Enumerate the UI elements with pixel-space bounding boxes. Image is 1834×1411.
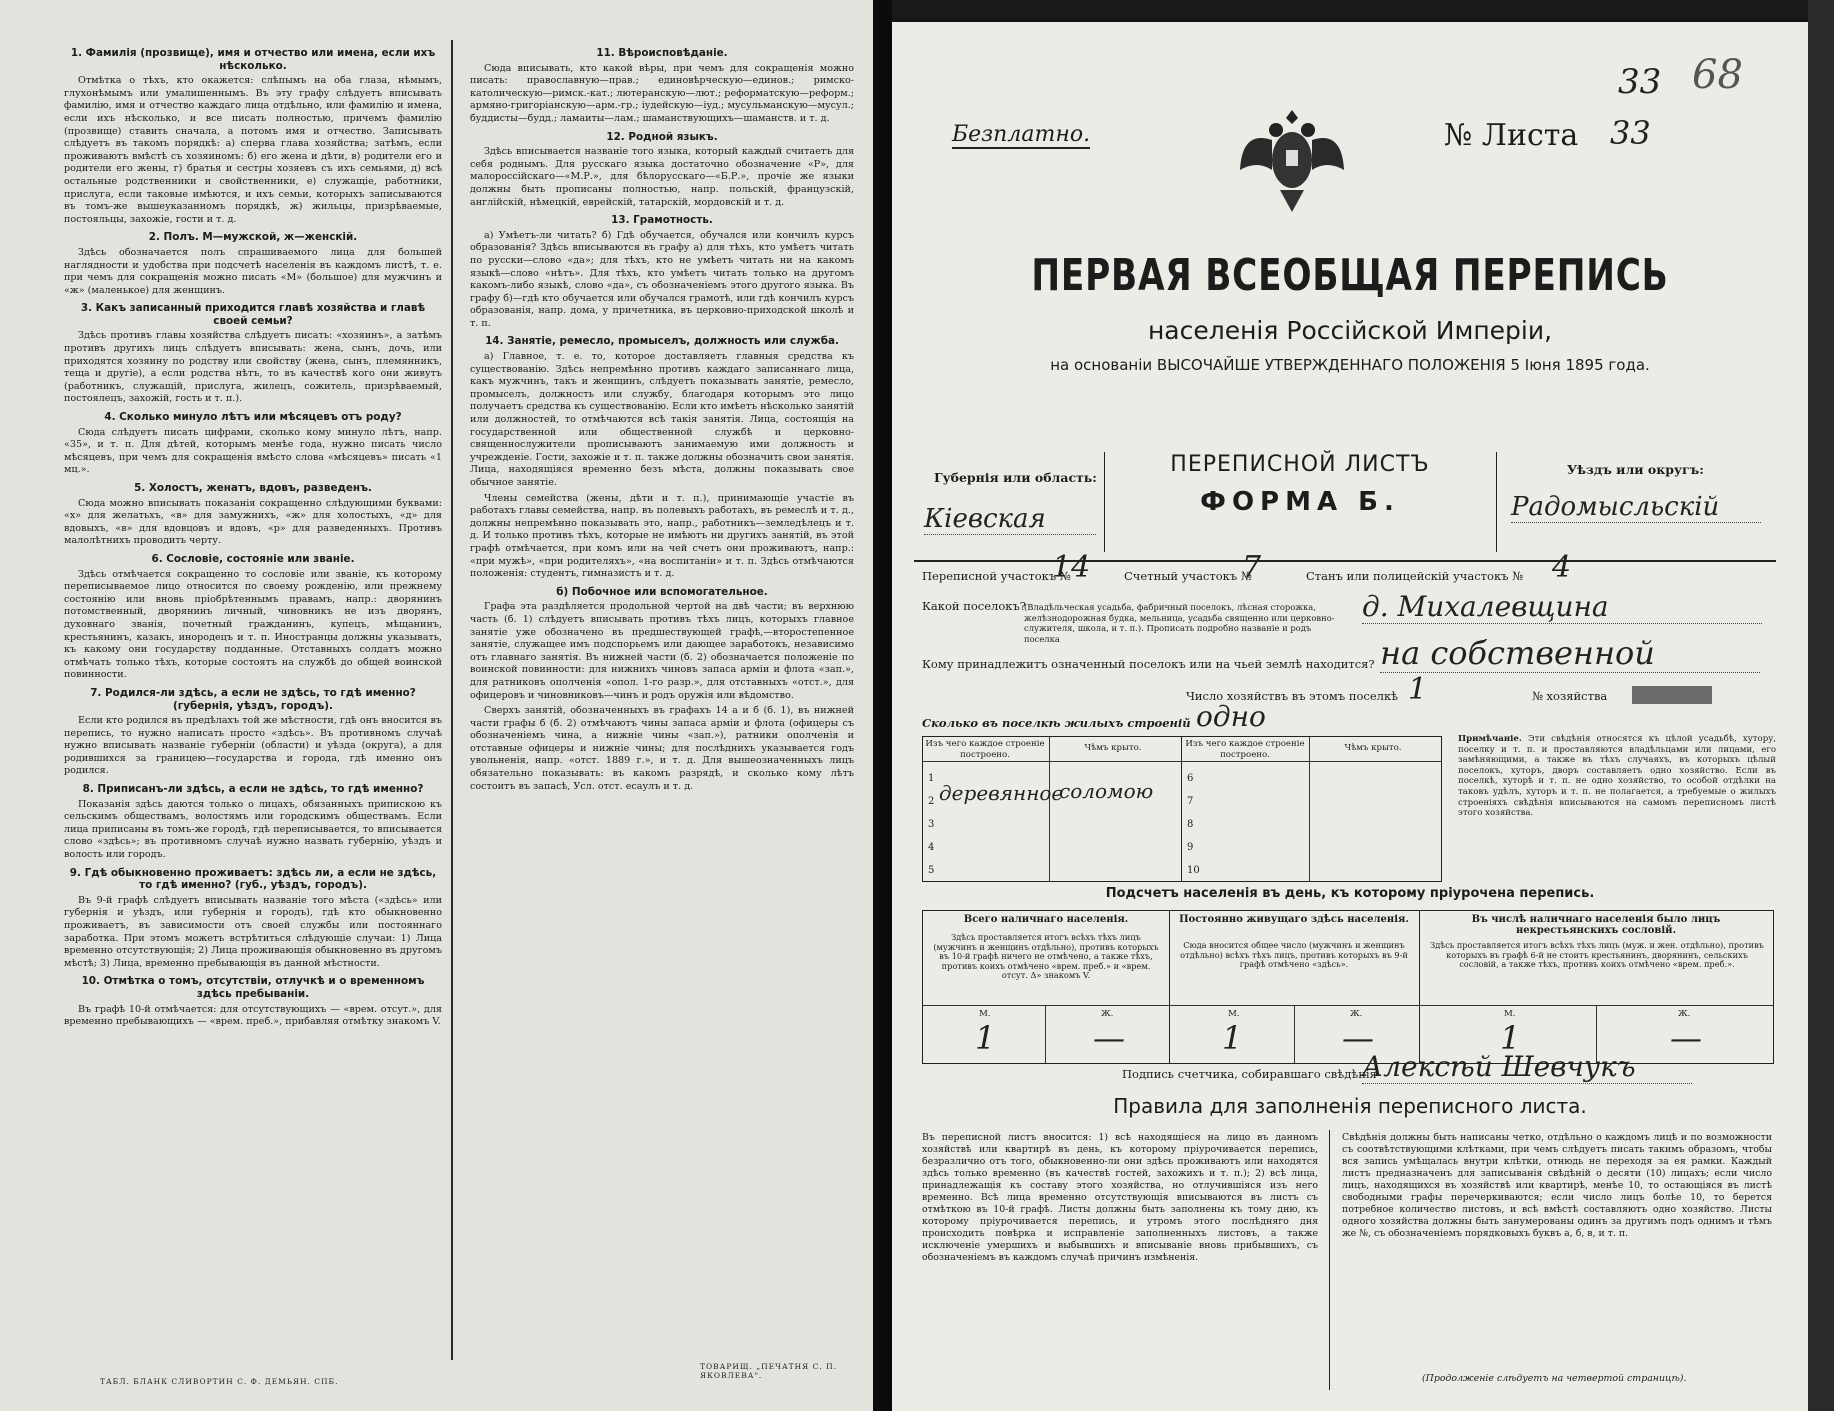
census-subtitle: населенія Россійской Имперіи, [1147,316,1553,345]
instruction-text: Сюда можно вписывать показанія сокращенно слѣдующими буквами: «х» для желатьхъ, «в» для замужнихъ, «ж» для холостыхъ, «д» для вдовыхъ, «в» для вдовцовъ и вдовъ, «р» для разведенныхъ. Противъ малолѣтнихъ проводить черту. [64,497,442,547]
buildings-col-roof-2: Чѣмъ крыто. [1344,743,1402,753]
rules-divider [1329,1130,1330,1390]
form-header [914,442,1776,560]
instruction-6 [64,553,442,682]
female-count: — [1093,1019,1125,1057]
female-count: — [1670,1019,1702,1057]
census-district-label: Переписной участокъ № [922,569,1071,583]
male-label: М. [1228,1009,1240,1019]
female-label: Ж. [1350,1009,1363,1019]
buildings-rows-left [928,767,934,882]
gubernia-box [914,452,1105,552]
instruction-2 [64,231,442,297]
male-count: 1 [975,1019,996,1057]
instruction-text: Члены семейства (жены, дѣти и т. п.), принимающіе участіе въ работахъ главы семейства, напр. въ полевыхъ работахъ, въ ремеслѣ и т. д., должны непремѣнно показывать это, напр., работникъ—земледѣлецъ и т. д. И только противъ тѣхъ, которые не имѣютъ ни другихъ занятій, въ этой графѣ отмѣчается, при комъ или на чей счетъ они проживаютъ, напр.: «при мужѣ», «при родителяхъ», «на воспитаніи» и т. п. Здѣсь отмѣчаются положенія: студентъ, гимназистъ и т. д. [470,492,854,580]
owner-value: на собственной [1380,634,1760,673]
row-number: 5 [928,865,935,876]
row-number: 3 [928,819,935,830]
row-number: 6 [1187,773,1194,784]
signature-value: Алексѣй Шевчукъ [1362,1050,1692,1084]
census-district-value: 14 [1052,550,1091,585]
row-number: 9 [1187,842,1194,853]
instruction-14-cont [470,493,854,581]
instruction-12 [470,131,854,210]
instruction-text: Здѣсь отмѣчается сокращенно то сословіе или званіе, къ которому переписываемое лицо относится по своему рожденію, или прежнему состоянію или вновь пріобрѣтеннымъ правамъ, напр.: дворянинъ потомственный, дворянинъ личный, чиновникъ не изъ дворянъ, духовнаго званія, почетный гражданинъ, купецъ, мѣщанинъ, крестьянинъ, казакъ, инородецъ и т. п. Иностранцы должны указывать, къ какому они государству подданные. Отставныхъ солдатъ можно отмѣчать только тѣхъ, которые состоятъ на службѣ до общей воинской повинности. [64,568,442,681]
instruction-heading: 13. Грамотность. [611,214,713,227]
buildings-table [922,736,1442,882]
summary-resident-population [1170,911,1419,1063]
instruction-heading: 6. Сословіе, состояніе или званіе. [151,552,355,565]
summary-desc: Сюда вносится общее число (мужчинъ и женщинъ отдѣльно) всѣхъ тѣхъ лицъ, противъ которыхъ въ 9-й графѣ отмѣчено «здѣсь». [1180,940,1408,970]
table-divider [1181,737,1182,881]
page-stack-edge [1808,0,1834,1411]
header-rule [914,560,1776,562]
summary-table [922,910,1774,1064]
instruction-text: Въ графѣ 10-й отмѣчается: для отсутствующихъ — «врем. отсут.», для временно пребывающихъ — «врем. преб.», прибавляя отмѣтку знакомъ V. [64,1003,442,1028]
rules-column-1: Въ переписной листъ вносится: 1) всѣ находящіеся на лицо въ данномъ хозяйствѣ или квартирѣ въ день, къ которому пріурочивается перепись, безразлично отъ того, обыкновенно-ли они здѣсь проживаютъ или находятся здѣсь только временно (въ качествѣ гостей, захожихъ и т. п.); 2) всѣ лица, принадлежащія къ составу этого хозяйства, но отлучившіяся изъ него временно. Всѣ лица временно отсутствующія вписываются въ листъ съ отмѣткою въ 10-й графѣ. Листы должны быть заполнены къ тому дню, къ которому пріурочивается перепись, и утромъ этого послѣдняго дня происходить повѣрка и исправленіе заполненныхъ листовъ, а также исключеніе умершихъ и выбывшихъ и вписываніе вновь прибывшихъ, съ обозначеніемъ въ каждомъ случаѣ причинъ измѣненія. [922,1132,1318,1263]
summary-present-population [923,911,1169,1063]
summary-rule [1294,1005,1295,1063]
instruction-heading: 14. Занятіе, ремесло, промыселъ, должность или служба. [485,335,839,348]
female-count: — [1342,1019,1374,1057]
female-label: Ж. [1678,1009,1691,1019]
gubernia-label: Губернія или область: [934,470,1097,485]
book-gutter [873,0,892,1411]
instruction-heading: 12. Родной языкъ. [606,130,718,143]
printer-footer-left: ТАБЛ. БЛАНК СЛИВОРТИН С. Ф. ДЕМЬЯН. СПБ. [100,1377,339,1386]
form-title-2: ФОРМА Б. [1200,487,1400,517]
instruction-text: Отмѣтка о тѣхъ, кто окажется: слѣпымъ на оба глаза, нѣмымъ, глухонѣмымъ или умалишеннымъ. Въ эту графу слѣдуетъ вписывать фамилію, имя и отчество каждаго лица отдѣльно, или фамилію и имена, если ихъ нѣсколько, и все писать полностью, причемъ фамилію (прозвище) ставить сначала, а потомъ имя и отчество. Записывать слѣдуетъ въ такомъ порядкѣ: а) сперва глава хозяйства; затѣмъ, если проживаютъ вмѣстѣ съ хозяиномъ: б) его жена и дѣти, в) родители его и родители его жены, г) братья и сестры хозяевъ съ ихъ семьями, д) всѣ остальные родственники и свойственники, е) служащіе, работники, прислуга, если таковые имѣются, и ихъ семьи, которыхъ записываются въ томъ-же вышеуказанномъ порядкѣ, ж) жильцы, призрѣваемые, постояльцы, захожіе, гости и т. д. [64,75,442,225]
instruction-5 [64,482,442,548]
stan-label: Станъ или полицейскій участокъ № [1306,569,1523,583]
summary-desc: Здѣсь проставляется итогъ всѣхъ тѣхъ лицъ (мужчинъ и женщинъ отдѣльно), противъ которыхъ въ 10-й графѣ ничего не отмѣчено, а также тѣхъ, противъ коихъ отмѣчено «врем. преб.» и «врем. отсут. Δ» знакомъ V. [933,932,1159,981]
sheet-number-label: № Листа [1444,118,1579,153]
instructions-column-2 [470,42,854,796]
instruction-heading: 9. Гдѣ обыкновенно проживаетъ: здѣсь ли, а если не здѣсь, то гдѣ именно? (губ., уѣздъ, городъ). [69,866,437,892]
instruction-text: Здѣсь противъ главы хозяйства слѣдуетъ писать: «хозяинъ», а затѣмъ противъ другихъ лицъ слѣдуетъ вписывать: жена, сынъ, дочь, или приходятся хозяину по родству или свойству (жена, сынъ, племянникъ, теща и другіе), а если родства нѣтъ, то въ качествѣ кого они живутъ (работникъ, служащій, прислуга, жилецъ, сожитель, призрѣваемый, постоялецъ, захожій, гость и т. п.). [64,330,442,405]
counting-district-label: Счетный участокъ № [1124,569,1252,583]
instruction-9 [64,867,442,971]
rules-continued-note: (Продолженіе слѣдуетъ на четвертой страницѣ). [1422,1373,1687,1384]
household-number-redacted [1632,686,1712,704]
building-material-value: деревянное [939,781,1064,805]
instruction-heading: 2. Полъ. М—мужской, ж—женскій. [148,231,358,244]
rules-column-2: Свѣдѣнія должны быть написаны четко, отдѣльно о каждомъ лицѣ и по возможности съ соотвѣтствующими клѣтками, при чемъ слѣдуетъ писать такимъ образомъ, чтобы вся запись умѣщалась внутри клѣтки, отнюдь не переходя за ея рамки. Каждый листъ предназначенъ для записыванія свѣдѣній о десяти (10) лицахъ; если число лицъ, находящихся въ хозяйствѣ или квартирѣ, менѣе 10, то остающіяся въ листѣ свободными графы перечеркиваются; если число лицъ болѣе 10, то берется потребное количество листовъ, и всѣ вмѣстѣ составляютъ одно хозяйство. Листы одного хозяйства должны быть занумерованы одинъ за другимъ подъ однимъ и тѣмъ же №, съ обозначеніемъ порядковыхъ буквъ а, б, в, и т. п. [1342,1132,1772,1239]
sheet-number-value: 33 [1610,114,1651,152]
instruction-text: Въ 9-й графѣ слѣдуетъ вписывать названіе того мѣста («здѣсь» или губернія и уѣздъ, или губернія и городъ), гдѣ кто обыкновенно проживаетъ, въ зависимости отъ своей службы или постояннаго заработка. При этомъ можетъ встрѣтиться слѣдующіе случаи: 1) Лица временно отсутствующія; 2) Лица проживающія обыкновенно въ другомъ мѣстѣ; 3) Лица, временно пребывающія въ данной мѣстности. [64,894,442,969]
summary-rule [923,1005,1169,1006]
instruction-text: Здѣсь вписывается названіе того языка, который каждый считаетъ для себя роднымъ. Для русскаго языка достаточно обозначение «Р», для малороссійскаго—«М.Р.», для бѣлорусскаго—«Б.Р.», прочіе же языки должны быть прописаны полностью, напр. польскій, французскій, англійскій, нѣмецкій, еврейскій, татарскій, мордовскій и т. д. [470,146,854,208]
archive-folio-number: 68 [1692,52,1743,98]
instruction-heading: 7. Родился-ли здѣсь, а если не здѣсь, то гдѣ именно? (губернія, уѣздъ, городъ). [90,686,416,712]
stan-value: 4 [1552,550,1572,585]
row-number: 2 [928,796,935,807]
signature-label: Подпись счетчика, собиравшаго свѣдѣнія [1122,1067,1377,1081]
note-text: Эти свѣдѣнія относятся къ цѣлой усадьбѣ, хутору, поселку и т. п. и проставляются владѣльцами или лицами, его замѣняющими, а также въ тѣхъ случаяхъ, въ которыхъ цѣлый поселокъ, хуторъ, дворъ составляетъ одно хозяйство. Если въ поселкѣ, хуторѣ и т. п. не одно хозяйство, то особой отдѣлки на таковъ удѣлъ, хуторъ и т. п. не полагается, а требуемые о жилыхъ строеніяхъ свѣдѣнія вписываются на самомъ переписномъ листѣ этого хозяйства. [1458,734,1776,819]
summary-non-peasant [1420,911,1773,1063]
instruction-10 [64,975,442,1028]
counting-district-value: 7 [1242,550,1262,585]
instruction-14b [470,586,854,702]
settlement-label: Какой поселокъ? [922,599,1026,613]
instruction-11 [470,47,854,126]
uezd-box [1496,452,1777,552]
instruction-text: Показанія здѣсь даются только о лицахъ, обязанныхъ припискою къ сельскимъ обществамъ, волостямъ или городскимъ обществамъ. Если лица приписаны въ томъ-же городѣ, гдѣ переписывается, то вписывается слово «здѣсь»; въ противномъ случаѣ нужно назвать губернію, уѣздъ и волость или городъ. [64,798,442,861]
buildings-value: одно [1196,700,1266,733]
instruction-heading: б) Побочное или вспомогательное. [556,585,768,598]
instruction-text: Сюда вписывать, кто какой вѣры, при чемъ для сокращенія можно писать: православную—прав.; единовѣрческую—единов.; римско-католическую—римск.-кат.; лютеранскую—лют.; реформатскую—реформ.; армяно-григоріанскую—арм.-гр.; іудейскую—іуд.; мусульманскую—мусул.; буддисты—будд.; ламаиты—лам.; шаманствующихъ—шаманств. и т. д. [470,62,854,124]
instruction-14b-cont [470,705,854,793]
census-title: ПЕРВАЯ ВСЕОБЩАЯ ПЕРЕПИСЬ [1031,250,1669,301]
buildings-col-material: Изъ чего каждое строеніе построено. [925,739,1045,760]
instruction-heading: 10. Отмѣтка о томъ, отсутствіи, отлучкѣ и о временномъ здѣсь пребываніи. [81,975,425,1000]
building-roof-value: соломою [1059,779,1154,803]
instruction-13 [470,214,854,330]
census-basis: на основаніи ВЫСОЧАЙШЕ УТВЕРЖДЕННАГО ПОЛОЖЕНІЯ 5 Іюня 1895 года. [1050,356,1650,374]
male-label: М. [979,1009,991,1019]
instruction-text: а) Умѣетъ-ли читать? б) Гдѣ обучается, обучался или кончилъ курсъ образованія? Здѣсь вписываются въ графу а) для тѣхъ, кто умѣетъ читать по русски—слово «да»; для тѣхъ, кто не умѣетъ читать ни на какомъ языкѣ—слово «нѣтъ». Для тѣхъ, кто умѣетъ читать только на другомъ какомъ-либо языкѣ, слово «да», съ обозначеніемъ этого другого языка. Въ графу б)—гдѣ кто обучается или обучался грамотѣ, или гдѣ кончилъ курсъ образованія, напр. дома, у причетника, въ церковно-приходской школѣ и т. п. [470,229,854,329]
form-title-1: ПЕРЕПИСНОЙ ЛИСТЪ [1170,452,1430,477]
instruction-heading: 5. Холостъ, женатъ, вдовъ, разведенъ. [134,482,372,494]
buildings-rows-right [1187,767,1200,882]
summary-rule [1045,1005,1046,1063]
row-number: 1 [928,773,935,784]
instruction-text: Если кто родился въ предѣлахъ той же мѣстности, гдѣ онъ вносится въ перепись, то нужно написать просто «здѣсь». Въ противномъ случаѣ нужно вписывать названіе губерніи (области) и уѣзда (округа), а для родившихся за границею—государства и города, гдѣ именно онъ родился. [64,715,442,777]
table-col-line [1309,737,1310,881]
instruction-14 [470,335,854,489]
settlement-hint: (Владѣльческая усадьба, фабричный поселокъ, лѣсная сторожка, желѣзнодорожная будка, мельница, усадьба священно или церковно-служителя, школа, и т. п.). Прописать подробно названіе и родъ поселка [1024,602,1335,644]
instruction-text: Сюда слѣдуетъ писать цифрами, сколько кому минуло лѣтъ, напр. «35», и т. п. Для дѣтей, которымъ менѣе года, нужно писать число мѣсяцевъ, при чемъ для сокращенія вмѣсто слова «мѣсяцевъ» писать «1 мц.». [64,426,442,476]
settlement-value: д. Михалевщина [1362,590,1762,624]
gubernia-value: Кіевская [924,504,1096,535]
instruction-8 [64,783,442,862]
imperial-eagle-emblem [1232,100,1352,220]
instruction-4 [64,411,442,477]
table-header-rule [923,761,1441,762]
instruction-7 [64,687,442,778]
owner-label: Кому принадлежитъ означенный поселокъ или на чьей землѣ находится? [922,657,1375,671]
buildings-label: Сколько въ поселкѣ жилыхъ строеній [922,716,1191,730]
instruction-text: Сверхъ занятій, обозначенныхъ въ графахъ 14 а и б (б. 1), въ нижней части графы б (б. 2) отмѣчаютъ чины запаса армiи и флота (офицеры съ обозначеніемъ чина, а нижніе чины «зап.»), ратники ополченія и отставные офицеры и нижніе чины; для послѣднихъ указывается годъ увольненія, напр. «отст. 1889 г.», и т. д. Для вышеозначенныхъ лицъ обязательно показывать: въ какомъ разрядѣ, и сколько кому лѣтъ состоитъ въ запасѣ, Усл. отст. есаулъ и т. д. [470,705,854,792]
buildings-col-roof: Чѣмъ крыто. [1084,743,1142,753]
instruction-heading: 11. Вѣроисповѣданіе. [596,47,728,59]
row-number: 10 [1187,865,1200,876]
row-number: 4 [928,842,935,853]
male-count: 1 [1222,1019,1243,1057]
household-number-label: № хозяйства [1532,689,1608,703]
row-number: 8 [1187,819,1194,830]
summary-desc: Здѣсь проставляется итогъ всѣхъ тѣхъ лицъ (муж. и жен. отдѣльно), противъ которыхъ въ графѣ 6-й не стоитъ крестьянинъ, дворянинъ, сельскихъ сословій, а также тѣхъ, противъ коихъ отмѣчено «врем. преб.». [1430,940,1764,970]
left-page [0,0,873,1411]
male-label: М. [1504,1009,1516,1019]
summary-header: Всего наличнаго населенія. [963,914,1129,925]
instruction-heading: 3. Какъ записанный приходится главѣ хозяйства и главѣ своей семьи? [80,302,426,327]
instruction-1 [64,47,442,226]
column-divider [451,40,453,1360]
male-count: 1 [1500,1019,1521,1057]
uezd-value: Радомысльскій [1511,492,1761,523]
households-value: 1 [1408,672,1428,707]
instruction-heading: 1. Фамилія (прозвище), имя и отчество или имена, если ихъ нѣсколько. [70,47,436,72]
buildings-col-material-2: Изъ чего каждое строеніе построено. [1185,739,1305,760]
instruction-heading: 4. Сколько минуло лѣтъ или мѣсяцевъ отъ роду? [104,411,402,424]
households-label: Число хозяйствъ въ этомъ поселкѣ [1186,689,1399,703]
female-label: Ж. [1101,1009,1114,1019]
instruction-3 [64,302,442,406]
printer-footer-right: ТОВАРИЩ. „ПЕЧАТНЯ С. П. ЯКОВЛЕВА". [700,1362,838,1380]
instruction-text: Здѣсь обозначается полъ спрашиваемого лица для большей наглядности и удобства при подсчетѣ населенія въ каждомъ листѣ, т. е. при чемъ для сокращенія можно писать «М» (большое) для мужчинъ и «ж» (маленькое) для женщинъ. [64,246,442,296]
right-page [892,22,1808,1411]
instruction-heading: 8. Приписанъ-ли здѣсь, а если не здѣсь, то гдѣ именно? [82,783,424,796]
row-number: 7 [1187,796,1194,807]
free-of-charge-stamp: Безплатно. [952,122,1091,147]
archive-page-number: 33 [1618,62,1662,102]
note-title: Примѣчаніе. [1458,734,1522,744]
form-title-block [1114,452,1486,517]
uezd-label: Уѣздъ или округъ: [1567,462,1704,477]
instruction-text: Графа эта раздѣляется продольной чертой на двѣ части; въ верхнюю часть (б. 1) слѣдуетъ вписывать противъ тѣхъ лицъ, которыхъ главное занятіе уже обозначено въ предшествующей графѣ,—второстепенное занятіе, служащее имъ подспорьемъ или дающее заработокъ, независимо отъ главнаго занятія. Въ нижней части (б. 2) обозначается положеніе по воинской повинности: для нижнихъ чиновъ запаса армiи и флота «зап.», для ратниковъ ополченія «опол. 1-го разр.», для отставныхъ «отст.», для офицеровъ и чиновниковъ—чинъ и родъ оружія или вѣдомство. [470,601,854,701]
buildings-note [1458,734,1776,819]
instruction-text: а) Главное, т. е. то, которое доставляетъ главныя средства къ существованію. Здѣсь непремѣнно противъ каждаго записаннаго лица, какъ мужчинъ, такъ и женщинъ, слѣдуетъ показывать занятіе, ремесло, промыселъ, должность или службу, благодаря которымъ это лицо получаетъ средства къ существованію. Если кто имѣетъ нѣсколько занятій или должностей, то отмѣчаются всѣ такія занятія. Лица, состоящія на государственной или общественной службѣ и церковно-священнослужители прописываютъ занимаемую ими должность и учрежденіе. Гости, захожіе и т. п. также должны обозначить свои занятія. Лица, находящіяся временно безъ мѣста, должны показывать свое обычное занятіе. [470,351,854,488]
rules-title: Правила для заполненія переписного листа. [1113,1094,1587,1118]
instructions-column-1 [64,42,442,1032]
table-col-line [1049,737,1050,881]
summary-title: Подсчетъ населенія въ день, къ которому пріурочена перепись. [1105,886,1595,901]
summary-header: Въ числѣ наличнаго населенія было лицъ некрестьянскихъ сословій. [1471,914,1721,936]
summary-header: Постоянно живущаго здѣсь населенія. [1179,914,1409,925]
